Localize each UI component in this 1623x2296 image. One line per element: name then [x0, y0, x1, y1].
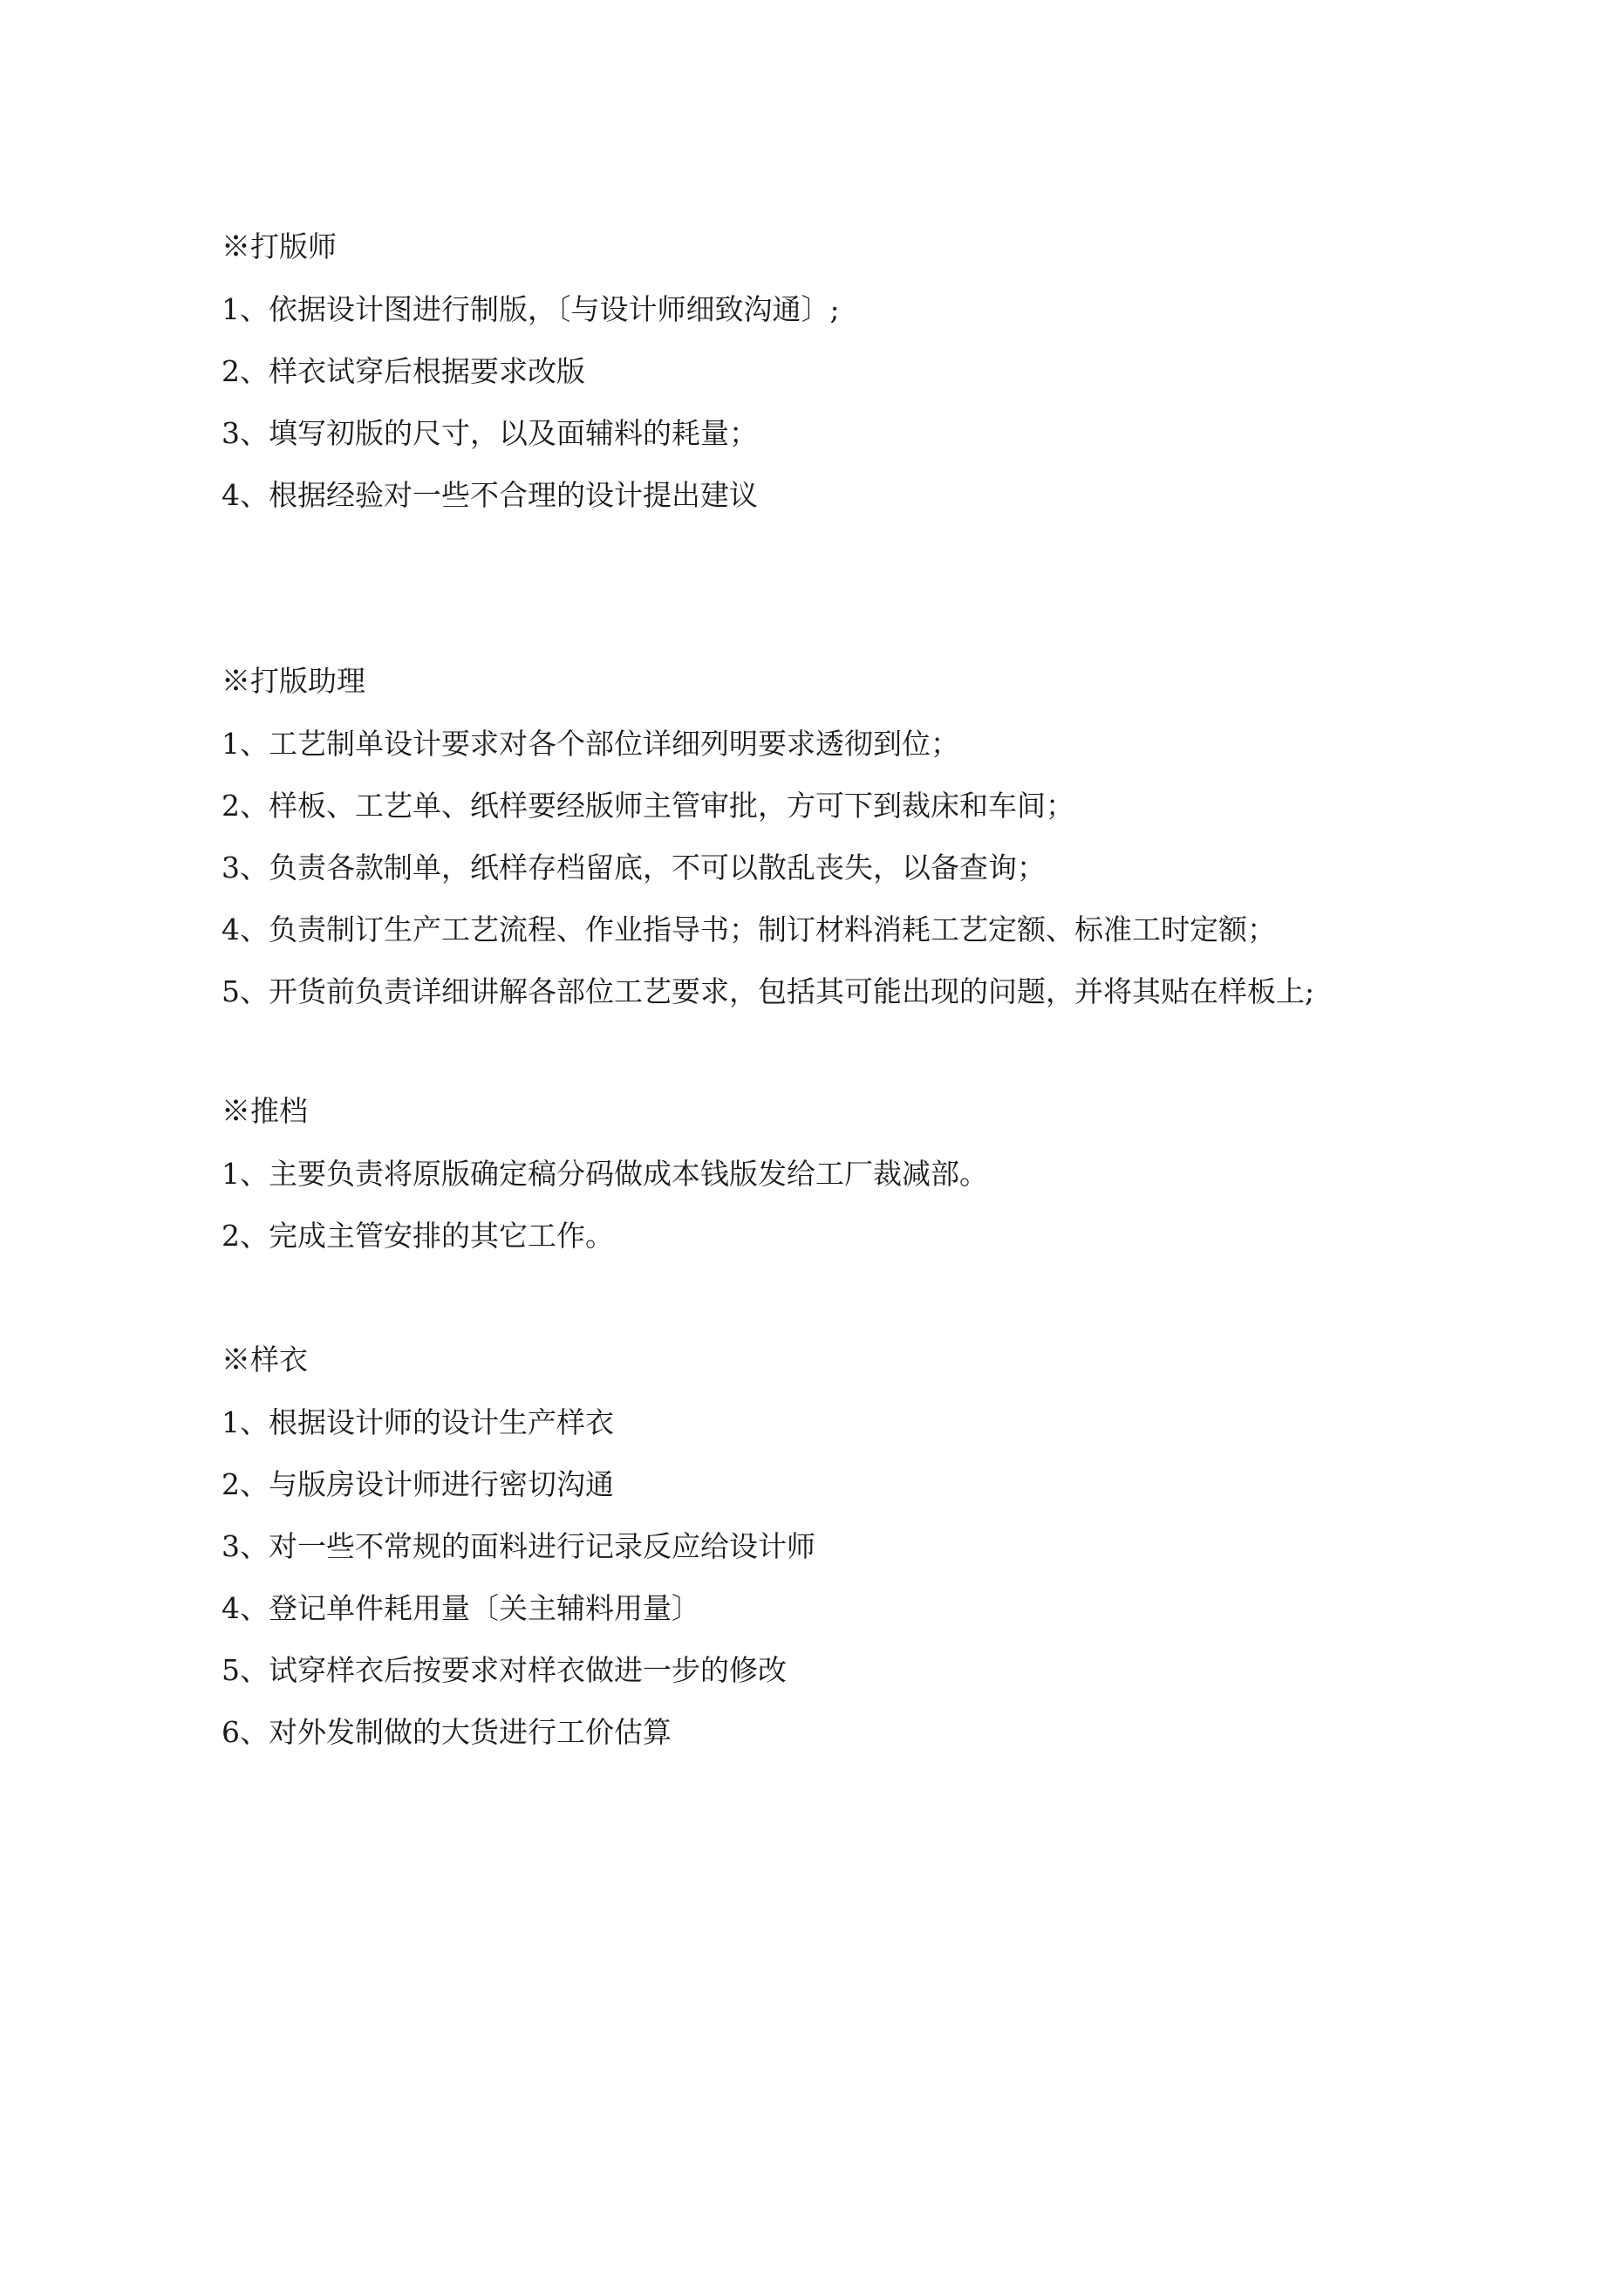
list-item: 1、根据设计师的设计生产样衣 [222, 1405, 614, 1439]
section-sample-garment [222, 1342, 1486, 1776]
section-heading: ※打版师 [222, 229, 337, 263]
section-grading [222, 1093, 1486, 1280]
section-pattern-maker [222, 229, 1486, 539]
list-item: 4、登记单件耗用量〔关主辅料用量〕 [222, 1591, 700, 1625]
list-item: 2、完成主管安排的其它工作。 [222, 1219, 614, 1253]
list-item: 5、开货前负责详细讲解各部位工艺要求，包括其可能出现的问题，并将其贴在样板上; [222, 974, 1315, 1008]
section-heading: ※推档 [222, 1094, 308, 1128]
list-item: 2、样板、工艺单、纸样要经版师主管审批，方可下到裁床和车间； [222, 789, 1074, 823]
section-heading: ※样衣 [222, 1343, 308, 1377]
list-item: 1、主要负责将原版确定稿分码做成本钱版发给工厂裁减部。 [222, 1157, 988, 1191]
list-item: 3、负责各款制单，纸样存档留底，不可以散乱丧失，以备查询； [222, 851, 1046, 885]
list-item: 5、试穿样衣后按要求对样衣做进一步的修改 [222, 1653, 787, 1687]
list-item: 4、负责制订生产工艺流程、作业指导书；制订材料消耗工艺定额、标准工时定额； [222, 912, 1276, 946]
list-item: 1、依据设计图进行制版，〔与设计师细致沟通〕; [222, 292, 840, 326]
list-item: 4、根据经验对一些不合理的设计提出建议 [222, 478, 758, 512]
list-item: 3、填写初版的尺寸，以及面辅料的耗量； [222, 416, 758, 450]
list-item: 3、对一些不常规的面料进行记录反应给设计师 [222, 1529, 815, 1563]
list-item: 1、工艺制单设计要求对各个部位详细列明要求透彻到位； [222, 727, 959, 761]
list-item: 2、样衣试穿后根据要求改版 [222, 354, 585, 388]
list-item: 6、对外发制做的大货进行工价估算 [222, 1715, 672, 1749]
list-item: 2、与版房设计师进行密切沟通 [222, 1467, 614, 1501]
section-heading: ※打版助理 [222, 664, 365, 698]
section-pattern-assistant [222, 663, 1486, 1035]
